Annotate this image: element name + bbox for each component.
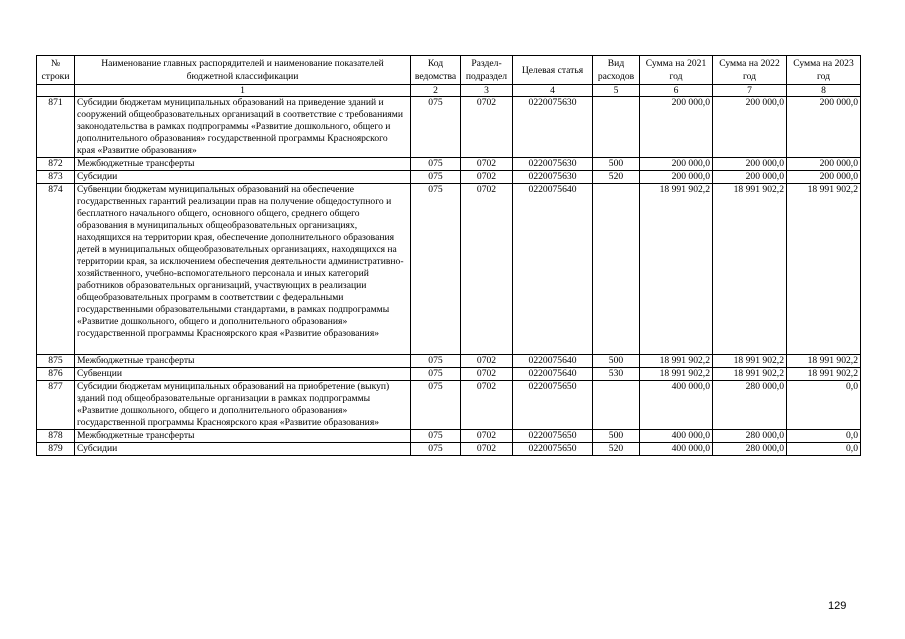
row-sum-2023: 0,0 [787, 443, 861, 456]
row-name: Субсидии бюджетам муниципальных образований на приведение зданий и сооружений общеобразовательных организаций в соответствие с требованиями законодательства в рамках подпрограммы «Развитие дошкольного, общего и дополнительного образования» государственной программы Красноярского края «Развитие образования» [75, 97, 411, 158]
table-row [37, 171, 861, 184]
row-number: 877 [37, 381, 75, 430]
row-dept-code: 075 [411, 381, 461, 430]
row-name: Субсидии бюджетам муниципальных образований на приобретение (выкуп) зданий под общеобразовательные организации в рамках подпрограммы «Развитие дошкольного, общего и дополнительного образования» государственной программы Красноярского края «Развитие образования» [75, 381, 411, 430]
row-sum-2022: 18 991 902,2 [713, 355, 787, 368]
row-number: 879 [37, 443, 75, 456]
row-sum-2021: 200 000,0 [640, 171, 713, 184]
row-sum-2023: 0,0 [787, 430, 861, 443]
row-sum-2022: 280 000,0 [713, 381, 787, 430]
row-section: 0702 [461, 171, 513, 184]
row-target: 0220075640 [513, 368, 593, 381]
row-name: Субвенции [75, 368, 411, 381]
header-dept-code: Код ведомства [411, 56, 461, 85]
row-sum-2023: 200 000,0 [787, 171, 861, 184]
row-dept-code: 075 [411, 171, 461, 184]
column-number [37, 85, 75, 97]
row-section: 0702 [461, 184, 513, 355]
row-target: 0220075650 [513, 381, 593, 430]
row-dept-code: 075 [411, 355, 461, 368]
row-sum-2021: 18 991 902,2 [640, 184, 713, 355]
header-row-num: № строки [37, 56, 75, 85]
header-sum-2022: Сумма на 2022 год [713, 56, 787, 85]
header-target: Целевая статья [513, 56, 593, 85]
row-number: 872 [37, 158, 75, 171]
table-row [37, 158, 861, 171]
row-number: 874 [37, 184, 75, 355]
row-expense-type: 520 [593, 443, 640, 456]
row-name: Субсидии [75, 443, 411, 456]
row-dept-code: 075 [411, 184, 461, 355]
row-sum-2023: 18 991 902,2 [787, 368, 861, 381]
row-sum-2021: 200 000,0 [640, 158, 713, 171]
row-sum-2021: 400 000,0 [640, 381, 713, 430]
column-number: 5 [593, 85, 640, 97]
row-target: 0220075650 [513, 443, 593, 456]
row-dept-code: 075 [411, 430, 461, 443]
row-sum-2022: 280 000,0 [713, 430, 787, 443]
row-number: 871 [37, 97, 75, 158]
row-sum-2021: 400 000,0 [640, 443, 713, 456]
row-sum-2023: 18 991 902,2 [787, 355, 861, 368]
table-row [37, 381, 861, 430]
row-dept-code: 075 [411, 368, 461, 381]
row-sum-2023: 200 000,0 [787, 97, 861, 158]
row-expense-type [593, 97, 640, 158]
row-name: Субвенции бюджетам муниципальных образований на обеспечение государственных гарантий реализации прав на получение общедоступного и бесплатного начального общего, основного общего, среднего общего образования в муниципальных общеобразовательных организациях, находящихся на территории края, обеспечение дополнительного образования детей в муниципальных общеобразовательных организациях, находящихся на территории края, за исключением обеспечения деятельности административно-хозяйственного, учебно-вспомогательного персонала и иных категорий работников образовательных организаций, участвующих в реализации общеобразовательных программ в соответствии с федеральными государственными образовательными стандартами, в рамках подпрограммы «Развитие дошкольного, общего и дополнительного образования» государственной программы Красноярского края «Развитие образования» [75, 184, 411, 355]
column-number: 6 [640, 85, 713, 97]
table-header-row [37, 56, 861, 85]
row-expense-type: 530 [593, 368, 640, 381]
header-section: Раздел-подраздел [461, 56, 513, 85]
header-name: Наименование главных распорядителей и наименование показателей бюджетной классификации [75, 56, 411, 85]
row-number: 878 [37, 430, 75, 443]
row-expense-type: 500 [593, 430, 640, 443]
table-row [37, 97, 861, 158]
table-row [37, 430, 861, 443]
column-number: 7 [713, 85, 787, 97]
row-expense-type: 500 [593, 158, 640, 171]
row-number: 875 [37, 355, 75, 368]
header-sum-2023: Сумма на 2023 год [787, 56, 861, 85]
row-sum-2023: 0,0 [787, 381, 861, 430]
row-name: Межбюджетные трансферты [75, 430, 411, 443]
page-number: 129 [828, 600, 847, 612]
row-expense-type: 520 [593, 171, 640, 184]
row-sum-2022: 200 000,0 [713, 171, 787, 184]
row-sum-2022: 18 991 902,2 [713, 184, 787, 355]
row-sum-2022: 280 000,0 [713, 443, 787, 456]
row-sum-2021: 200 000,0 [640, 97, 713, 158]
row-expense-type: 500 [593, 355, 640, 368]
budget-table [36, 55, 861, 456]
table-row [37, 184, 861, 355]
row-sum-2022: 200 000,0 [713, 97, 787, 158]
row-sum-2022: 200 000,0 [713, 158, 787, 171]
column-number: 3 [461, 85, 513, 97]
column-number: 8 [787, 85, 861, 97]
row-dept-code: 075 [411, 158, 461, 171]
header-sum-2021: Сумма на 2021 год [640, 56, 713, 85]
row-sum-2021: 18 991 902,2 [640, 368, 713, 381]
table-row [37, 368, 861, 381]
row-name: Межбюджетные трансферты [75, 158, 411, 171]
row-target: 0220075630 [513, 171, 593, 184]
column-number: 2 [411, 85, 461, 97]
row-sum-2023: 18 991 902,2 [787, 184, 861, 355]
row-sum-2021: 18 991 902,2 [640, 355, 713, 368]
row-name: Субсидии [75, 171, 411, 184]
row-section: 0702 [461, 430, 513, 443]
row-target: 0220075630 [513, 97, 593, 158]
row-section: 0702 [461, 381, 513, 430]
row-expense-type [593, 184, 640, 355]
column-number: 1 [75, 85, 411, 97]
row-section: 0702 [461, 368, 513, 381]
table-row [37, 355, 861, 368]
row-section: 0702 [461, 158, 513, 171]
row-section: 0702 [461, 443, 513, 456]
row-dept-code: 075 [411, 97, 461, 158]
row-number: 873 [37, 171, 75, 184]
row-section: 0702 [461, 355, 513, 368]
column-number: 4 [513, 85, 593, 97]
row-section: 0702 [461, 97, 513, 158]
row-expense-type [593, 381, 640, 430]
row-target: 0220075630 [513, 158, 593, 171]
header-expense-type: Вид расходов [593, 56, 640, 85]
row-name: Межбюджетные трансферты [75, 355, 411, 368]
column-number-row [37, 85, 861, 97]
row-sum-2023: 200 000,0 [787, 158, 861, 171]
row-target: 0220075640 [513, 355, 593, 368]
table-row [37, 443, 861, 456]
row-sum-2021: 400 000,0 [640, 430, 713, 443]
row-target: 0220075650 [513, 430, 593, 443]
row-dept-code: 075 [411, 443, 461, 456]
row-sum-2022: 18 991 902,2 [713, 368, 787, 381]
row-number: 876 [37, 368, 75, 381]
row-target: 0220075640 [513, 184, 593, 355]
